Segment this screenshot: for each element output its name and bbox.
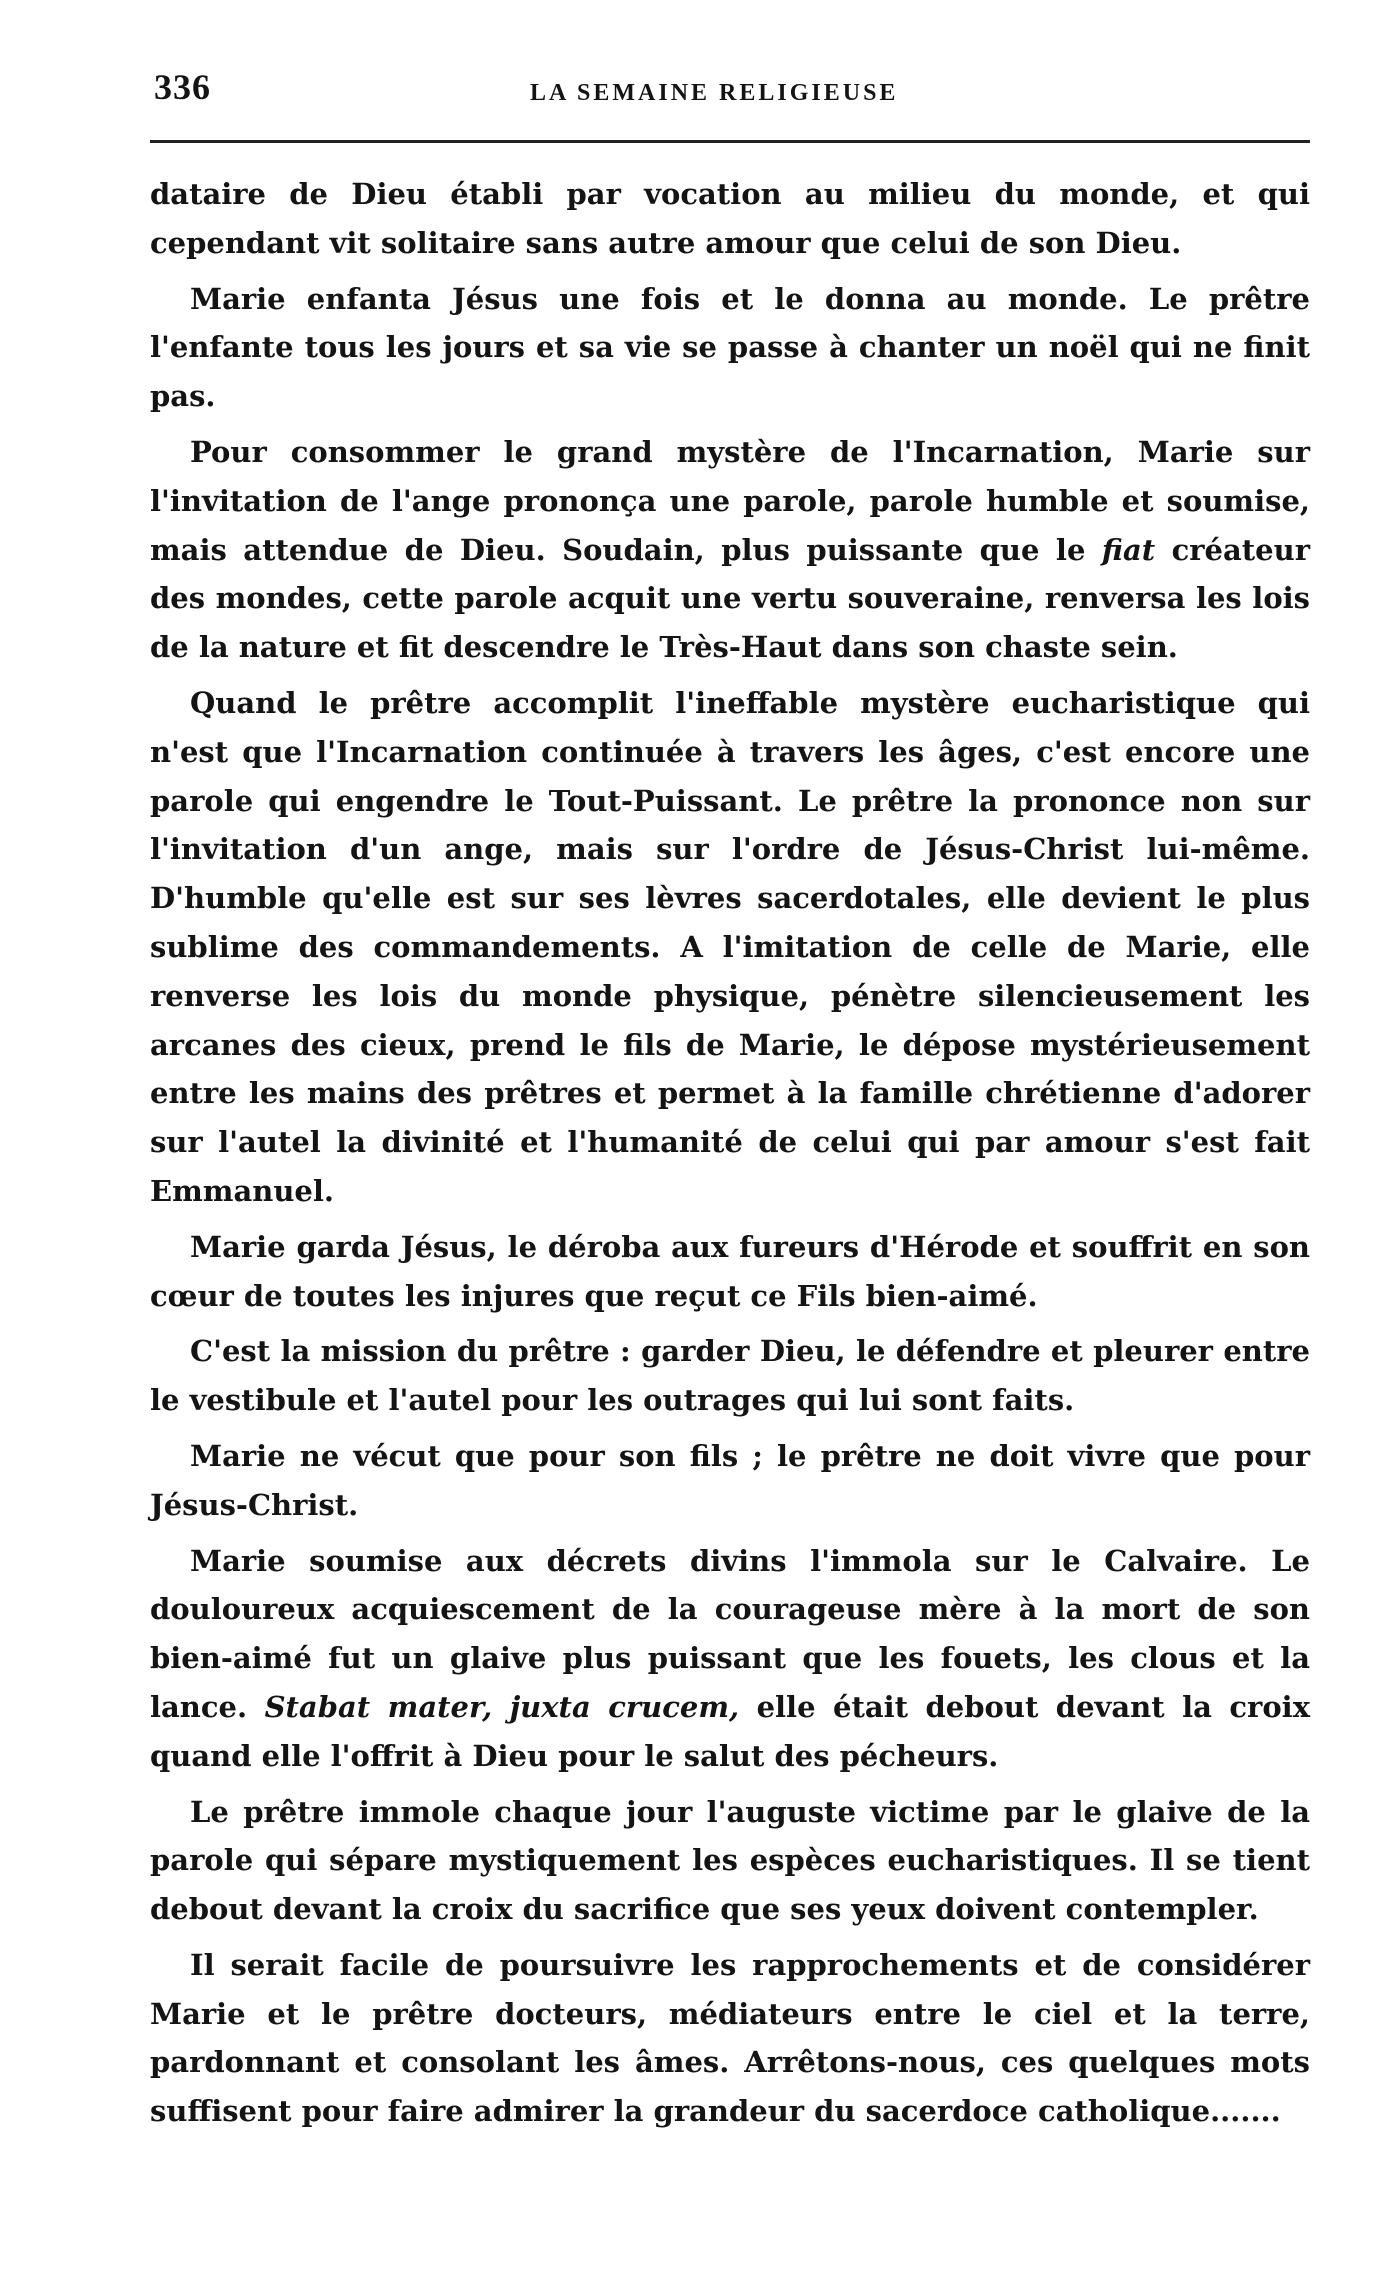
italic-word: fiat xyxy=(1101,532,1156,567)
paragraph-text: Marie soumise aux décrets divins l'immola sur le Calvaire. Le douloureux acquiescement de la courageuse mère à la mort de son bien-aimé fut un glaive plus puissant que les fouets, les clous et la lance. xyxy=(150,1543,1310,1724)
journal-title: LA SEMAINE RELIGIEUSE xyxy=(530,80,899,106)
paragraph xyxy=(150,1537,1310,1781)
paragraph: Marie ne vécut que pour son fils ; le prêtre ne doit vivre que pour Jésus-Christ. xyxy=(150,1438,1310,1522)
header-rule xyxy=(150,140,1310,143)
paragraph: Marie enfanta Jésus une fois et le donna au monde. Le prêtre l'enfante tous les jours et sa vie se passe à chanter un noël qui ne finit pas. xyxy=(150,281,1310,414)
paragraph: dataire de Dieu établi par vocation au milieu du monde, et qui cependant vit solitaire sans autre amour que celui de son Dieu. xyxy=(150,177,1310,260)
running-head xyxy=(150,58,1314,108)
latin-quote: Stabat mater, juxta crucem, xyxy=(264,1689,740,1724)
paragraph-text: créateur des mondes, cette parole acquit une vertu souveraine, renversa les lois de la nature et fit descendre le Très-Haut dans son chaste sein. xyxy=(150,532,1310,665)
paragraph-text: Pour consommer le grand mystère de l'Incarnation, Marie sur l'invitation de l'ange prononça une parole, parole humble et soumise, mais attendue de Dieu. Soudain, plus puissante que le xyxy=(150,434,1310,567)
body-text xyxy=(150,170,1310,2143)
paragraph: Il serait facile de poursuivre les rapprochements et de considérer Marie et le prêtre docteurs, médiateurs entre le ciel et la terre, pardonnant et consolant les âmes. Arrêtons-nous, ces quelques mots suffisent pour faire admirer la grandeur du sacerdoce catholique....... xyxy=(150,1947,1310,2129)
paragraph: Marie garda Jésus, le déroba aux fureurs d'Hérode et souffrit en son cœur de toutes les injures que reçut ce Fils bien-aimé. xyxy=(150,1229,1310,1313)
paragraph-text: elle était debout devant la croix quand elle l'offrit à Dieu pour le salut des pécheurs. xyxy=(150,1689,1310,1773)
paragraph xyxy=(150,428,1310,672)
paragraph: Quand le prêtre accomplit l'ineffable mystère eucharistique qui n'est que l'Incarnation continuée à travers les âges, c'est encore une parole qui engendre le Tout-Puissant. Le prêtre la prononce non sur l'invitation d'un ange, mais sur l'ordre de Jésus-Christ lui-même. D'humble qu'elle est sur ses lèvres sacerdotales, elle devient le plus sublime des commandements. A l'imitation de celle de Marie, elle renverse les lois du monde physique, pénètre silencieusement les arcanes des cieux, prend le fils de Marie, le dépose mystérieusement entre les mains des prêtres et permet à la famille chrétienne d'adorer sur l'autel la divinité et l'humanité de celui qui par amour s'est fait Emmanuel. xyxy=(150,685,1310,1208)
paragraph: Le prêtre immole chaque jour l'auguste victime par le glaive de la parole qui sépare mystiquement les espèces eucharistiques. Il se tient debout devant la croix du sacrifice que ses yeux doivent contempler. xyxy=(150,1794,1310,1927)
paragraph: C'est la mission du prêtre : garder Dieu, le défendre et pleurer entre le vestibule et l'autel pour les outrages qui lui sont faits. xyxy=(150,1334,1310,1418)
page-number: 336 xyxy=(154,67,211,107)
